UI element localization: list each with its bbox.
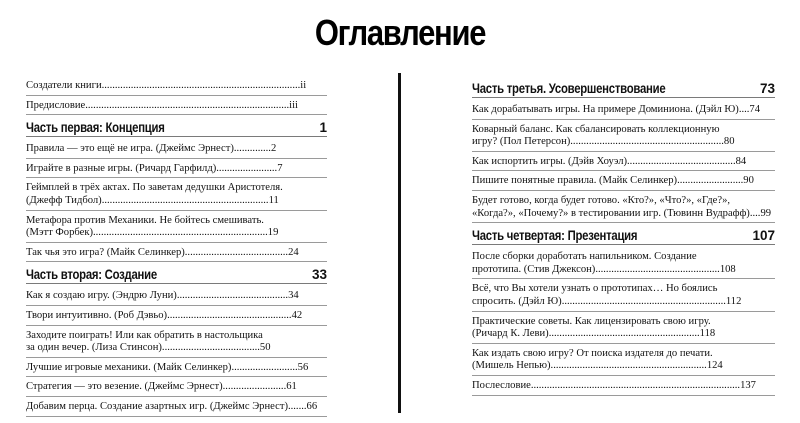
toc-entry-page-number: 2 bbox=[270, 143, 277, 155]
page-title: Оглавление bbox=[314, 12, 486, 53]
toc-entry-page-number: 108 bbox=[719, 263, 736, 275]
toc-entry[interactable] bbox=[26, 362, 327, 378]
toc-entry-title: Твори интуитивно. (Роб Дэвьо) bbox=[26, 309, 168, 321]
toc-leader-dots: ......................... bbox=[677, 175, 744, 187]
toc-entry[interactable] bbox=[26, 290, 327, 306]
toc-entry[interactable] bbox=[472, 195, 775, 223]
toc-entry-page-number: 66 bbox=[306, 400, 318, 412]
toc-leader-dots: ......................................................... bbox=[548, 328, 700, 340]
toc-entry-page-number: 61 bbox=[286, 381, 297, 393]
section-title: Часть вторая: Создание bbox=[26, 267, 157, 283]
column-divider bbox=[398, 73, 401, 413]
toc-entry[interactable] bbox=[26, 80, 327, 96]
toc-entry[interactable] bbox=[26, 100, 327, 116]
toc-entry-page-number: 34 bbox=[288, 290, 299, 302]
toc-entry-title: Заходите поиграть! Или как обратить в настольщика bbox=[26, 329, 263, 341]
toc-entry-title: Геймплей в трёх актах. По заветам дедушки Аристотеля. bbox=[26, 182, 283, 194]
toc-entry-page-number: ii bbox=[300, 80, 307, 91]
toc-entry-title: «Когда?», «Почему?» в тестировании игр. (Тювинн Вудрафф) bbox=[472, 207, 750, 219]
toc-entry-title: (Мишель Непью) bbox=[472, 360, 551, 372]
toc-entry-title: Как испортить игры. (Дэйв Хоуэл) bbox=[472, 155, 628, 167]
toc-entry-title: Пишите понятные правила. (Майк Селинкер) bbox=[472, 175, 678, 187]
toc-entry-title: Послесловие bbox=[472, 379, 531, 391]
toc-entry-title: Так чья это игра? (Майк Селинкер) bbox=[26, 246, 185, 258]
toc-section-heading bbox=[26, 119, 327, 137]
toc-entry-page-number: 118 bbox=[699, 328, 716, 340]
toc-entry[interactable] bbox=[26, 247, 327, 263]
toc-entry[interactable] bbox=[26, 215, 327, 243]
toc-entry-page-number: iii bbox=[289, 99, 299, 111]
toc-leader-dots: ....................................... bbox=[184, 246, 289, 258]
toc-entry[interactable] bbox=[472, 124, 775, 152]
toc-leader-dots: ......................... bbox=[231, 361, 298, 373]
toc-entry-title: Будет готово, когда будет готово. «Кто?», «Что?», «Где?», bbox=[472, 194, 731, 206]
toc-leader-dots: ............................................................... bbox=[101, 194, 269, 206]
toc-leader-dots: ............................................... bbox=[167, 309, 292, 321]
toc-entry-page-number: 56 bbox=[297, 361, 309, 373]
section-page-number: 73 bbox=[759, 81, 775, 96]
toc-entry[interactable] bbox=[472, 175, 775, 191]
toc-leader-dots: ........................ bbox=[222, 381, 287, 393]
toc-entry-page-number: 90 bbox=[743, 175, 754, 187]
toc-leader-dots: ............................................................................. bbox=[85, 99, 290, 111]
toc-leader-dots: ..................................... bbox=[161, 342, 260, 354]
toc-entry[interactable] bbox=[26, 182, 327, 210]
toc-entry-title: Предисловие bbox=[26, 99, 86, 111]
toc-entry-title: (Ричард К. Леви) bbox=[472, 328, 549, 340]
toc-entry-page-number: 137 bbox=[740, 379, 756, 391]
toc-entry-title: прототипа. (Стив Джексон) bbox=[472, 263, 596, 275]
toc-entry[interactable] bbox=[472, 283, 775, 311]
toc-entry-title: Лучшие игровые механики. (Майк Селинкер) bbox=[26, 361, 232, 373]
toc-section-heading bbox=[472, 227, 775, 245]
section-page-number: 107 bbox=[752, 228, 775, 244]
toc-right-column bbox=[472, 80, 775, 400]
toc-entry-title: (Джефф Тидбол) bbox=[26, 194, 102, 206]
toc-entry[interactable] bbox=[26, 401, 327, 417]
toc-section-heading bbox=[472, 80, 775, 98]
toc-entry[interactable] bbox=[472, 348, 775, 376]
toc-entry-page-number: 11 bbox=[268, 194, 279, 206]
toc-entry-title: Создатели книги bbox=[26, 80, 102, 91]
toc-leader-dots: ....................... bbox=[216, 162, 278, 174]
toc-entry-title: Добавим перца. Создание азартных игр. (Джеймс Эрнест) bbox=[26, 400, 288, 412]
toc-leader-dots: .................................................................. bbox=[93, 227, 268, 239]
toc-entry-title: Как дорабатывать игры. На примере Доминиона. (Дэйл Ю) bbox=[472, 104, 739, 115]
toc-leader-dots: ......................................... bbox=[627, 155, 736, 167]
toc-entry-title: Стратегия — это везение. (Джеймс Эрнест) bbox=[26, 381, 223, 393]
toc-entry-page-number: 124 bbox=[706, 360, 723, 372]
toc-entry-title: Правила — это ещё не игра. (Джеймс Эрнест) bbox=[26, 143, 234, 155]
toc-entry-title: Метафора против Механики. Не бойтесь смешивать. bbox=[26, 214, 264, 226]
toc-leader-dots: .... bbox=[749, 207, 761, 219]
toc-leader-dots: ....... bbox=[287, 400, 307, 412]
toc-entry-page-number: 19 bbox=[267, 227, 279, 239]
toc-entry[interactable] bbox=[26, 330, 327, 358]
toc-entry-page-number: 7 bbox=[277, 162, 283, 174]
toc-leader-dots: ........................................................... bbox=[550, 360, 707, 372]
section-page-number: 33 bbox=[311, 267, 327, 283]
toc-entry-page-number: 99 bbox=[760, 207, 772, 219]
toc-entry[interactable] bbox=[472, 104, 775, 120]
section-title: Часть третья. Усовершенствование bbox=[472, 81, 666, 96]
toc-section-heading bbox=[26, 266, 327, 284]
toc-entry[interactable] bbox=[472, 156, 775, 172]
section-page-number: 1 bbox=[319, 120, 327, 136]
toc-leader-dots: ............................................................................... bbox=[530, 379, 741, 391]
toc-entry-title: Играйте в разные игры. (Ричард Гарфилд) bbox=[26, 162, 217, 174]
toc-entry-title: Коварный баланс. Как сбалансировать коллекционную bbox=[472, 123, 720, 135]
toc-entry-page-number: 50 bbox=[259, 342, 271, 354]
toc-left-column bbox=[26, 80, 327, 421]
toc-entry-page-number: 74 bbox=[749, 104, 760, 115]
toc-entry-page-number: 42 bbox=[291, 309, 303, 321]
toc-entry-page-number: 84 bbox=[735, 155, 747, 167]
toc-entry-title: Всё, что Вы хотели узнать о прототипах… Но боялись bbox=[472, 283, 718, 295]
toc-entry[interactable] bbox=[26, 163, 327, 179]
toc-entry[interactable] bbox=[26, 143, 327, 159]
toc-entry-page-number: 80 bbox=[723, 136, 735, 148]
toc-entry-title: После сборки доработать напильником. Создание bbox=[472, 251, 697, 263]
toc-entry-page-number: 112 bbox=[725, 295, 742, 307]
toc-entry-title: спросить. (Дэйл Ю) bbox=[472, 295, 562, 307]
toc-entry-title: Практические советы. Как лицензировать свою игру. bbox=[472, 315, 711, 327]
toc-leader-dots: .......................................... bbox=[176, 290, 289, 302]
toc-leader-dots: .............. bbox=[233, 143, 271, 155]
toc-leader-dots: .......................................................... bbox=[570, 136, 724, 148]
toc-leader-dots: .............................................................. bbox=[561, 295, 726, 307]
toc-entry-page-number: 24 bbox=[288, 246, 299, 258]
toc-leader-dots: .... bbox=[738, 104, 750, 115]
toc-entry-title: Как издать свою игру? От поиска издателя до печати. bbox=[472, 347, 713, 359]
toc-entry[interactable] bbox=[26, 381, 327, 397]
toc-leader-dots: ............................................... bbox=[595, 263, 720, 275]
toc-entry-title: (Мэтт Форбек) bbox=[26, 227, 93, 239]
toc-entry-title: Как я создаю игру. (Эндрю Луни) bbox=[26, 290, 177, 302]
section-title: Часть первая: Концепция bbox=[26, 120, 165, 136]
toc-entry[interactable] bbox=[472, 380, 775, 396]
toc-entry[interactable] bbox=[472, 316, 775, 344]
section-title: Часть четвертая: Презентация bbox=[472, 228, 638, 244]
toc-leader-dots: ........................................................................... bbox=[101, 80, 301, 91]
toc-entry[interactable] bbox=[26, 310, 327, 326]
toc-entry-title: игру? (Пол Петерсон) bbox=[472, 136, 571, 148]
toc-entry-title: за один вечер. (Лиза Стинсон) bbox=[26, 342, 162, 354]
toc-entry[interactable] bbox=[472, 251, 775, 279]
